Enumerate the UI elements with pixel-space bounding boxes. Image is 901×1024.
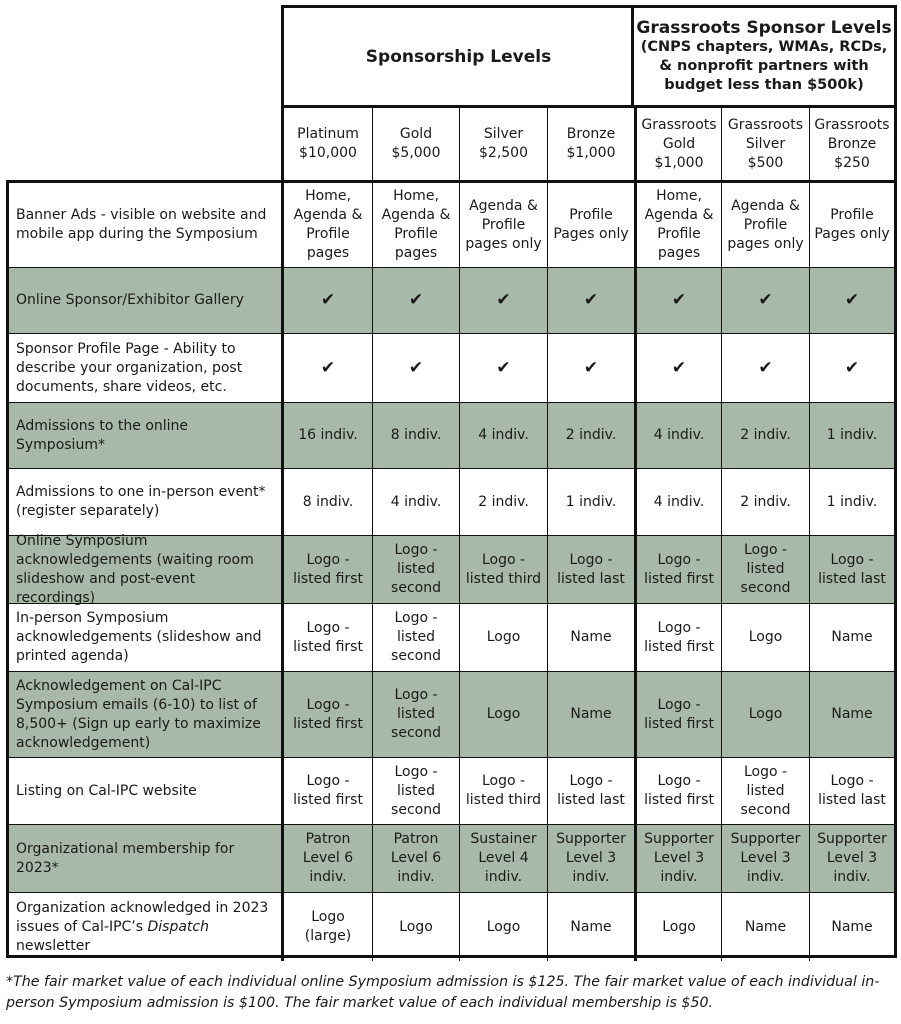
cell-value: 4 indiv. [653,427,705,443]
cell-value: Profile Pages only [814,207,890,242]
column-header-name: Silver [745,135,786,152]
checkmark-icon: ✔ [844,357,860,378]
cell-value: Logo [486,918,521,935]
cell-grassroots-gold [634,334,721,402]
cell-value: Name [570,629,612,645]
grassroots-levels-title: Grassroots Sponsor Levels [636,18,892,38]
cell-platinum [284,758,372,824]
cell-silver [459,672,547,757]
cell-grassroots-gold [634,604,721,671]
column-header-name: Grassroots [814,116,890,133]
row-label [9,825,284,892]
cell-value: 8 indiv. [390,427,442,443]
cell-grassroots-silver [721,334,809,402]
cell-gold [372,403,459,468]
cell-silver [459,268,547,333]
cell-value: Home, Agenda & Profile pages [293,188,363,261]
row-label-text: Online Symposium acknowledgements (waiting room slideshow and post-event recordings) [16,532,254,606]
cell-grassroots-gold [634,758,721,824]
cell-gold [372,758,459,824]
cell-value: 2 indiv. [565,427,617,443]
cell-gold [372,672,459,757]
row-label-part: Organization acknowledged in 2023 issues of Cal-IPC’s [16,899,269,935]
cell-grassroots-bronze [809,334,894,402]
column-header-price: $2,500 [479,145,528,161]
cell-grassroots-silver [721,604,809,671]
cell-value: 1 indiv. [826,427,878,443]
cell-value: Logo - listed second [391,687,441,741]
cell-value: Logo - listed third [465,773,542,808]
row-label-text: In-person Symposium acknowledgements (slideshow and printed agenda) [16,610,262,664]
cell-grassroots-gold [634,893,721,961]
cell-value: Name [831,706,873,722]
cell-value: 2 indiv. [740,427,791,443]
table-row [9,671,894,757]
checkmark-icon: ✔ [583,290,599,310]
checkmark-icon: ✔ [496,290,511,310]
column-header-name: Platinum [297,126,359,142]
row-label-text: Online Sponsor/Exhibitor Gallery [16,292,244,308]
cell-value: Logo [486,629,521,645]
cell-value: Logo - listed last [557,551,625,587]
row-label [9,469,284,535]
cell-value: Logo - listed last [557,773,625,808]
row-label [9,183,284,267]
cell-value: Logo - listed last [818,551,886,587]
column-header-price: $10,000 [299,145,357,161]
cell-silver [459,893,547,961]
row-label [9,403,284,468]
cell-silver [459,469,547,535]
cell-value: Sustainer Level 4 indiv. [470,831,537,885]
cell-bronze [547,825,634,892]
cell-value: 2 indiv. [740,493,791,510]
cell-bronze [547,893,634,961]
cell-grassroots-bronze [809,268,894,333]
cell-value: Logo - listed second [391,610,441,664]
column-header-name: Bronze [827,135,877,152]
row-label [9,758,284,824]
cell-grassroots-silver [721,758,809,824]
grassroots-levels-subtitle: (CNPS chapters, WMAs, RCDs, & nonprofit partners with budget less than $500k) [640,39,888,93]
checkmark-icon: ✔ [758,357,773,378]
cell-value: Name [831,629,873,645]
cell-grassroots-gold [634,403,721,468]
cell-value: Agenda & Profile pages only [727,197,804,252]
cell-grassroots-bronze [809,403,894,468]
cell-platinum [284,604,372,671]
table-row [9,333,894,402]
cell-value: Logo - listed first [293,551,363,587]
cell-value: 4 indiv. [390,493,442,510]
cell-gold [372,825,459,892]
cell-value: Supporter Level 3 indiv. [556,831,626,885]
cell-grassroots-gold [634,183,721,267]
checkmark-icon: ✔ [758,290,773,310]
cell-grassroots-gold [634,268,721,333]
cell-silver [459,604,547,671]
checkmark-icon: ✔ [408,290,424,310]
checkmark-icon: ✔ [583,357,599,378]
cell-value: Logo [486,706,521,722]
cell-grassroots-bronze [809,893,894,961]
cell-grassroots-gold [634,536,721,603]
table-row [9,824,894,892]
checkmark-icon: ✔ [496,357,511,378]
cell-bronze [547,403,634,468]
cell-value: Logo - listed first [644,773,714,808]
column-header-name: Gold [662,135,696,152]
cell-grassroots-bronze [809,183,894,267]
row-label-text [16,899,275,956]
cell-value: Logo - listed second [740,763,791,818]
cell-value: 2 indiv. [478,493,529,510]
row-label-text: Organizational membership for 2023* [16,840,235,876]
cell-platinum [284,536,372,603]
cell-bronze [547,469,634,535]
row-label-text: Banner Ads - visible on website and mobile app during the Symposium [16,207,267,242]
cell-value: Home, Agenda & Profile pages [644,188,714,261]
cell-silver [459,825,547,892]
cell-value: Patron Level 6 indiv. [302,831,354,885]
cell-grassroots-silver [721,672,809,757]
cell-value: Agenda & Profile pages only [465,197,542,252]
cell-value: 4 indiv. [653,493,705,510]
row-label [9,893,284,961]
row-label [9,532,284,606]
cell-gold [372,604,459,671]
cell-grassroots-gold [634,469,721,535]
cell-gold [372,893,459,961]
cell-bronze [547,536,634,603]
cell-value: Name [570,918,612,935]
cell-value: Name [744,918,787,935]
column-header-price: $5,000 [391,145,441,161]
cell-value: 8 indiv. [302,493,354,510]
row-label-text: Listing on Cal-IPC website [16,782,197,799]
cell-gold [372,334,459,402]
cell-value: Supporter Level 3 indiv. [817,831,887,885]
checkmark-icon: ✔ [408,357,424,378]
checkmark-icon: ✔ [320,357,336,378]
cell-value: Supporter Level 3 indiv. [730,831,801,885]
cell-grassroots-silver [721,536,809,603]
column-header-name: Grassroots [641,116,717,133]
column-headers [281,108,897,180]
cell-value: Profile Pages only [553,207,629,242]
table-row [9,267,894,333]
table-row [9,892,894,961]
cell-platinum [284,334,372,402]
column-header-silver [459,108,547,180]
cell-grassroots-bronze [809,536,894,603]
cell-platinum [284,268,372,333]
cell-value: Home, Agenda & Profile pages [381,188,451,261]
cell-value: Logo - listed first [293,773,363,808]
column-header-price: $1,000 [654,154,704,171]
column-header-grassroots-silver [721,108,809,180]
cell-silver [459,536,547,603]
cell-value: Logo [399,918,433,935]
cell-gold [372,536,459,603]
column-header-gold [372,108,459,180]
cell-silver [459,334,547,402]
cell-value: Logo - listed last [818,773,886,808]
table-row [9,468,894,535]
cell-value: Logo - listed third [465,551,542,587]
cell-silver [459,403,547,468]
cell-silver [459,183,547,267]
checkmark-icon: ✔ [320,290,336,310]
row-label-part: newsletter [16,937,91,954]
cell-grassroots-gold [634,672,721,757]
cell-bronze [547,758,634,824]
cell-grassroots-silver [721,403,809,468]
row-label-text: Sponsor Profile Page - Ability to describe your organization, post documents, share videos, etc. [16,340,243,395]
cell-gold [372,183,459,267]
cell-value: Logo - listed second [391,542,441,596]
row-label-text: Acknowledgement on Cal-IPC Symposium emails (6-10) to list of 8,500+ (Sign up early to maximize acknowledgement) [16,677,261,751]
cell-value: Name [570,706,612,722]
cell-value: Patron Level 6 indiv. [390,831,442,885]
cell-gold [372,268,459,333]
cell-grassroots-gold [634,825,721,892]
checkmark-icon: ✔ [671,357,687,378]
cell-value: Logo - listed second [391,763,441,818]
cell-grassroots-silver [721,893,809,961]
cell-value: Logo [748,629,783,645]
column-header-bronze [547,108,634,180]
footnote: *The fair market value of each individual online Symposium admission is $125. The fair market value of each individual in-person Symposium admission is $100. The fair market value of each individual membership is $50. [6,974,880,1011]
cell-platinum [284,469,372,535]
sponsorship-levels-title: Sponsorship Levels [365,46,552,67]
row-label [9,334,284,402]
table-row [9,757,894,824]
cell-value: Logo (large) [304,909,352,944]
grassroots-levels-header [631,5,897,108]
table-row [9,532,894,606]
table-row [9,402,894,468]
cell-grassroots-bronze [809,469,894,535]
cell-grassroots-silver [721,183,809,267]
cell-value: Supporter Level 3 indiv. [644,831,714,885]
newsletter-title: Dispatch [147,918,209,935]
cell-value: Logo [748,706,783,722]
cell-value: Logo - listed first [644,551,714,587]
cell-value: Logo [662,918,696,935]
cell-platinum [284,825,372,892]
table-row [9,183,894,267]
column-header-price: $1,000 [566,145,616,161]
row-label-text: Admissions to one in-person event* (register separately) [16,484,266,519]
cell-platinum [284,183,372,267]
cell-grassroots-silver [721,268,809,333]
checkmark-icon: ✔ [671,290,687,310]
row-label [9,672,284,757]
column-header-name: Grassroots [727,116,804,133]
column-header-name: Gold [399,126,433,142]
cell-value: Logo - listed second [740,542,791,596]
cell-value: Logo - listed first [644,696,714,732]
cell-grassroots-bronze [809,604,894,671]
cell-grassroots-silver [721,825,809,892]
table-row [9,603,894,671]
column-header-price: $500 [747,154,784,171]
cell-bronze [547,334,634,402]
cell-value: Logo - listed first [644,619,714,655]
cell-platinum [284,672,372,757]
row-label [9,604,284,671]
row-label-text: Admissions to the online Symposium* [16,417,189,453]
cell-silver [459,758,547,824]
benefits-table [6,180,897,958]
cell-grassroots-bronze [809,672,894,757]
cell-gold [372,469,459,535]
cell-grassroots-bronze [809,825,894,892]
column-header-grassroots-gold [634,108,721,180]
column-header-name: Bronze [566,126,616,142]
cell-grassroots-silver [721,469,809,535]
column-header-price: $250 [834,154,870,171]
sponsorship-levels-header [281,5,633,108]
cell-value: 16 indiv. [298,427,358,443]
row-label [9,268,284,333]
cell-platinum [284,403,372,468]
cell-value: 1 indiv. [826,493,878,510]
cell-platinum [284,893,372,961]
cell-value: Logo - listed first [293,619,363,655]
cell-bronze [547,672,634,757]
cell-value: Logo - listed first [293,696,363,732]
cell-value: 4 indiv. [478,427,529,443]
column-header-platinum [284,108,372,180]
checkmark-icon: ✔ [844,290,860,310]
cell-bronze [547,604,634,671]
cell-value: Name [831,918,873,935]
column-header-name: Silver [483,126,524,142]
cell-grassroots-bronze [809,758,894,824]
cell-bronze [547,268,634,333]
cell-bronze [547,183,634,267]
column-header-grassroots-bronze [809,108,894,180]
cell-value: 1 indiv. [565,493,617,510]
